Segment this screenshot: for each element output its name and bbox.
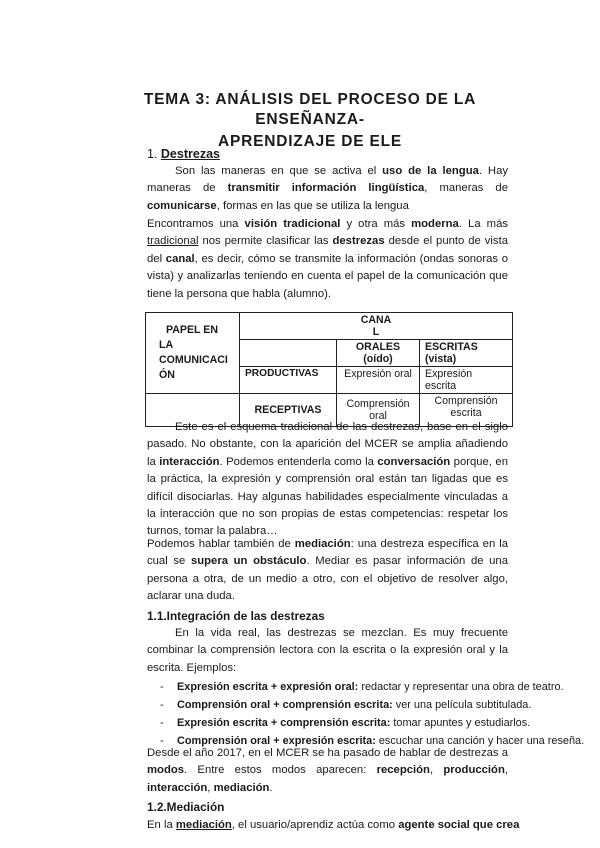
bold-text: transmitir información lingüística: [227, 182, 425, 195]
bold-text: Expresión escrita + comprensión escrita:: [177, 717, 391, 729]
paragraph-vision-tradicional: [147, 216, 508, 303]
bold-text: visión tradicional: [244, 218, 341, 230]
bold-text: Comprensión oral + expresión escrita:: [177, 735, 376, 747]
text: y otra más: [340, 218, 412, 230]
row-header-line: PAPEL EN: [166, 324, 219, 336]
dash-bullet: -: [160, 717, 164, 729]
text: .: [269, 781, 273, 794]
text: ver una película subtitulada.: [392, 699, 532, 711]
text: ,: [429, 764, 444, 777]
section-heading-destrezas: [147, 147, 220, 161]
bold-text: Comprensión oral + comprensión escrita:: [177, 699, 393, 711]
text: Podemos hablar también de: [147, 538, 295, 550]
text: . La más: [458, 218, 509, 230]
paragraph-mediacion-intro: [147, 536, 508, 606]
text: Encontramos una: [147, 218, 245, 230]
text: , es decir, cómo se transmite la información (ondas sonoras o vista) y analizarlas teniendo en cuenta el papel de la comunicación que tiene la persona que habla (alumno).: [147, 252, 508, 300]
dash-bullet: -: [160, 699, 164, 711]
section-heading-integracion: 1.1.Integración de las destrezas: [147, 609, 325, 623]
text: . Entre estos modos aparecen:: [184, 764, 377, 777]
table-col-orales: ORALES (oído): [337, 340, 420, 367]
text: . Mediar es pasar información de una persona a otra, de un medio a otro, con el objetivo de resolver algo, aclarar una duda.: [147, 555, 508, 603]
paragraph-modos: [147, 745, 508, 797]
table-row-label: RECEPTIVAS: [240, 394, 337, 427]
bold-text: conversación: [377, 455, 451, 468]
table-cell: [420, 367, 513, 394]
table-row-label: PRODUCTIVAS: [240, 367, 337, 394]
title-line-2: APRENDIZAJE DE ELE: [217, 133, 403, 150]
row-header-line: COMUNICACI: [159, 354, 228, 366]
bold-text: mediación: [213, 781, 270, 794]
bold-text: interacción: [159, 455, 220, 468]
cell-line: Comprensión: [434, 395, 498, 407]
underlined-text: mediación: [175, 819, 232, 831]
text: . Podemos entenderla como la: [219, 455, 378, 468]
title-line-1: TEMA 3: ANÁLISIS DEL PROCESO DE LA ENSEÑANZA-: [143, 91, 477, 128]
paragraph-destrezas-intro: [147, 163, 508, 215]
paragraph-esquema-tradicional: [147, 419, 508, 541]
text: En la: [147, 819, 176, 831]
text: tomar apuntes y estudiarlos.: [390, 717, 531, 729]
list-item: [160, 696, 570, 714]
cell-line: Expresión: [425, 368, 473, 380]
cell-line: escrita: [425, 380, 457, 392]
text: porque, en la práctica, la expresión y comprensión oral están tan ligadas que es difícil disociarlas. Hay algunas habilidades especialmente vinculadas a la interacción que no son propias de estas competencias: respetar los turnos, tomar la palabra…: [147, 455, 508, 538]
cell-line: oral: [369, 410, 387, 422]
text: desde el punto de vista del: [147, 235, 508, 265]
dash-bullet: -: [160, 735, 164, 747]
bold-text: agente social que crea: [398, 819, 520, 831]
col-escritas-line: (vista): [425, 353, 457, 365]
bold-text: uso de la lengua: [382, 165, 479, 177]
bold-text: supera un obstáculo: [190, 555, 307, 568]
canal-header-line: L: [372, 326, 380, 338]
table-col-escritas: [420, 340, 513, 367]
table-row-header: [146, 313, 240, 394]
bold-text: comunicarse: [147, 199, 217, 212]
text: En la vida real, las destrezas se mezclan. Es muy frecuente combinar la comprensión lectora con la escrita o la expresión oral y la escrita. Ejemplos:: [147, 627, 508, 674]
text: Son las maneras en que se activa el: [175, 165, 383, 177]
bold-text: moderna: [411, 218, 459, 230]
table-canal-header: [240, 313, 513, 340]
text: nos permite clasificar las: [198, 235, 333, 248]
table-empty-cell: [240, 340, 337, 367]
text: . Hay maneras de: [147, 165, 508, 195]
text: Este es el esquema tradicional de las destrezas, base en el siglo pasado. No obstante, con la aparición del MCER se amplia añadiendo la: [147, 421, 508, 468]
bold-text: mediación: [294, 538, 351, 550]
text: Desde el año 2017, en el MCER se ha pasado de hablar de destrezas a: [147, 747, 508, 759]
canal-header-line: CANA: [360, 314, 392, 326]
dash-bullet: -: [160, 681, 164, 693]
list-item: [160, 714, 570, 732]
col-escritas-line: ESCRITAS: [425, 341, 478, 353]
bold-text: interacción: [147, 781, 208, 794]
text: ,: [207, 781, 214, 794]
row-header-line: LA: [159, 339, 174, 351]
bold-text: destrezas: [332, 235, 385, 248]
section-heading-mediacion: 1.2.Mediación: [147, 800, 225, 814]
bold-text: producción: [443, 764, 505, 777]
bold-text: Expresión escrita + expresión oral:: [177, 681, 359, 693]
text: , formas en las que se utiliza la lengua: [216, 199, 409, 212]
section-number: 1.: [147, 147, 161, 161]
list-item: [160, 678, 570, 696]
text: : una destreza específica en la cual se: [147, 538, 508, 568]
examples-list: [160, 678, 585, 750]
cell-line: Comprensión: [346, 398, 410, 410]
section-title: Destrezas: [160, 147, 220, 161]
table-cell: Expresión oral: [337, 367, 420, 394]
document-title: [100, 90, 520, 152]
text: , el usuario/aprendiz actúa como: [231, 819, 399, 831]
row-header-line: ÓN: [159, 369, 175, 381]
bold-text: canal: [165, 252, 195, 265]
destrezas-table: [145, 312, 513, 427]
text: , maneras de: [424, 182, 509, 195]
paragraph-integracion: [147, 625, 508, 677]
paragraph-mediacion: [147, 817, 520, 834]
cell-line: escrita: [450, 407, 482, 419]
underlined-text: tradicional: [147, 235, 199, 248]
text: redactar y representar una obra de teatro.: [358, 681, 564, 693]
text: ,: [504, 764, 508, 777]
bold-text: modos: [147, 764, 185, 777]
text: escuchar una canción y hacer una reseña.: [375, 735, 585, 747]
bold-text: recepción: [376, 764, 430, 777]
